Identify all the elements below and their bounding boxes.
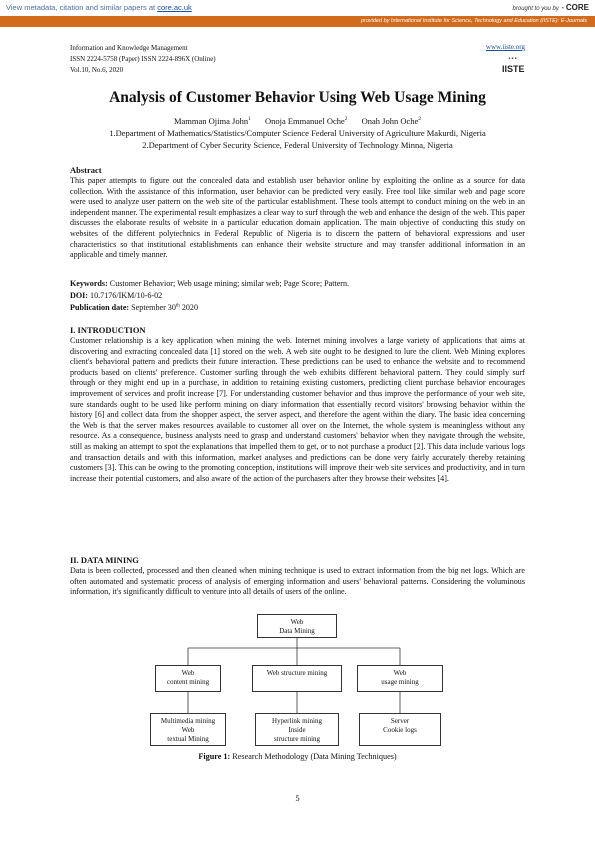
diagram-root-box (257, 614, 337, 638)
figure-caption (40, 752, 555, 761)
core-link[interactable]: core.ac.uk (157, 3, 192, 12)
pubdate-year: 2020 (181, 303, 199, 312)
doi-label: DOI: (70, 291, 88, 300)
author-name: Onoja Emmanuel Oche (264, 116, 345, 126)
core-banner (0, 0, 595, 16)
journal-header (70, 43, 216, 76)
keywords-line (70, 279, 349, 288)
data-mining-text: Data is been collected, processed and then cleaned when mining technique is used to extract information from the big net logs. Which are often automated and systematic process of analysis of emerging information and users' behavioral patterns. Considering the voluminous information, it's significantly difficult to venture into all details of users of the online. (70, 566, 525, 597)
page-number: 5 (295, 793, 300, 803)
intro-heading: I. INTRODUCTION (70, 325, 146, 335)
diagram-box-usage-mining (357, 665, 443, 692)
diagram-sublabel: Cookie logs (383, 726, 417, 734)
core-logo-icon: ◔ (560, 6, 565, 12)
journal-url-link[interactable]: www.iiste.org (485, 43, 525, 51)
provider-text: provided by International Institute for Science, Technology and Education (IISTE): E-Journals (360, 18, 587, 24)
diagram-sublabel: content mining (166, 678, 210, 686)
diagram-label: Hyperlink mining (272, 717, 322, 725)
pubdate-ordinal: th (175, 303, 180, 309)
diagram-sublabel: Web (181, 726, 195, 734)
diagram-sublabel: structure mining (273, 735, 321, 743)
diagram-sublabel: usage mining (381, 678, 419, 686)
core-metadata-label: View metadata, citation and similar papers at (6, 3, 156, 12)
abstract-text: This paper attempts to figure out the concealed data and establish user behavior online by exploiting the online as a source for data collection. With the assistance of this information, user behavior can be predicted very easily. Free tool like similar web and page score were used to analyze user pattern on the web site of the particular establishment. These tools attempt to conduct mining on the web in an independent manner. The experimental result emphasizes a clear way to surf through the web and enhance the design of the web. This paper discusses the elaborate results of website in a particular education domain application. The main objective of conducting this study on websites of the different polytechnics in Federal Republic of Nigeria is to discern the pattern of behavioral expressions and user characteristics so that institutional establishments can enhance their website structure and may transfer additional information in an applicable and timely manner. (70, 176, 525, 260)
affiliation-1: 1.Department of Mathematics/Statistics/Computer Science Federal University of Agriculture Makurdi, Nigeria (109, 128, 486, 138)
pubdate-label: Publication date: (70, 303, 130, 312)
author (265, 116, 348, 126)
paper-title: Analysis of Customer Behavior Using Web Usage Mining (109, 89, 486, 106)
diagram-label: Web (393, 669, 407, 677)
doi-line (70, 291, 162, 300)
diagram-root-sublabel: Data Mining (279, 627, 315, 635)
data-mining-heading: II. DATA MINING (70, 555, 139, 565)
intro-text: Customer relationship is a key application when mining the web. Internet mining involves a large variety of applications that aims at discovering and extracting concealed data [1] stored on the web. A web site ought to be designed to lure the client. Web Mining explores client's behavioral pattern and predicts their future interaction. These predictions can be used to enhance the website and to recommend products based on clients' preference. Customer surfing through the web exhibits different behavioral pattern. They could simply surf through or they might end up in a purchase, in addition to retaining existing customers, predicting client purchase behavior encourages improvement of services and profit increase [7]. For understanding customer behavior and thus improve the performance of your web site, sure standards ought to be used like perform mining on diary information that essentially record visitors' browsing behavior within the history [6] and collect data from the shopper aspect, the server aspect, and therefore the agent within the diary. The basic idea concerning the Web is that the server makes resources available to customer all over on the Internet, the whole system is meaningless without any resource. As a consequence, business analysts need to grasp and understand customers' behavior when they navigate through the website, still as making an attempt to spot the explanations that impelled them to get, or to not purchase a product [2]. This data include various logs and transaction details and with this information, market analyses and predictions can be done very fairly accurately thereby retaining customers [3]. This can be owing to the promoting conception, institutions will improve their web site services and productivity, and in turn increase their potential customers, and also aware of the action of the purchasers after they browse their websites [4]. (70, 336, 525, 483)
diagram-box-server (359, 713, 441, 746)
abstract-heading: Abstract (70, 165, 102, 175)
diagram-box-multimedia-mining (150, 713, 226, 746)
diagram-root-label: Web (290, 618, 304, 626)
author-affil-mark: 2 (418, 116, 422, 123)
diagram-box-content-mining (155, 665, 221, 692)
doi-value: 10.7176/IKM/10-6-02 (90, 291, 163, 300)
journal-volume: Vol.10, No.6, 2020 (70, 66, 124, 74)
affiliation-2: 2.Department of Cyber Security Science, Federal University of Technology Minna, Nigeria (142, 140, 453, 150)
diagram-box-structure-mining (252, 665, 342, 692)
diagram-label: Server (390, 717, 410, 725)
author (174, 116, 251, 126)
figure-caption-label: Figure 1: (198, 752, 231, 761)
author-affil-mark: 2 (344, 116, 348, 123)
pubdate-value: September 30 (131, 303, 176, 312)
pubdate-line (70, 303, 198, 312)
author-list (40, 116, 555, 126)
author-affil-mark: 1 (248, 116, 251, 123)
core-brought-by: brought to you by (512, 6, 559, 12)
diagram-label: Web (181, 669, 195, 677)
diagram-sublabel: Inside (288, 726, 306, 734)
diagram-sublabel: textual Mining (167, 735, 209, 743)
diagram-label: Web structure mining (266, 669, 328, 677)
figure-caption-text: Research Methodology (Data Mining Techniques) (232, 752, 397, 761)
keywords-label: Keywords: (70, 279, 108, 288)
diagram-box-hyperlink-mining (255, 713, 339, 746)
iiste-logo (502, 54, 524, 74)
logo-dots-icon: ▪▪▪ (508, 56, 518, 62)
author-name: Mamman Ojima John (173, 116, 249, 126)
core-brand-name: CORE (565, 3, 589, 12)
keywords-value: Customer Behavior; Web usage mining; similar web; Page Score; Pattern. (109, 279, 350, 288)
core-brand[interactable] (513, 3, 589, 12)
journal-issn: ISSN 2224-5758 (Paper) ISSN 2224-896X (Online) (70, 55, 216, 63)
journal-name: Information and Knowledge Management (70, 44, 188, 52)
author-name: Onah John Oche (361, 116, 419, 126)
provider-banner (0, 16, 595, 27)
diagram-label: Multimedia mining (160, 717, 216, 725)
core-metadata-text (6, 3, 192, 12)
author (362, 116, 421, 126)
iiste-logo-text: IISTE (502, 64, 525, 74)
